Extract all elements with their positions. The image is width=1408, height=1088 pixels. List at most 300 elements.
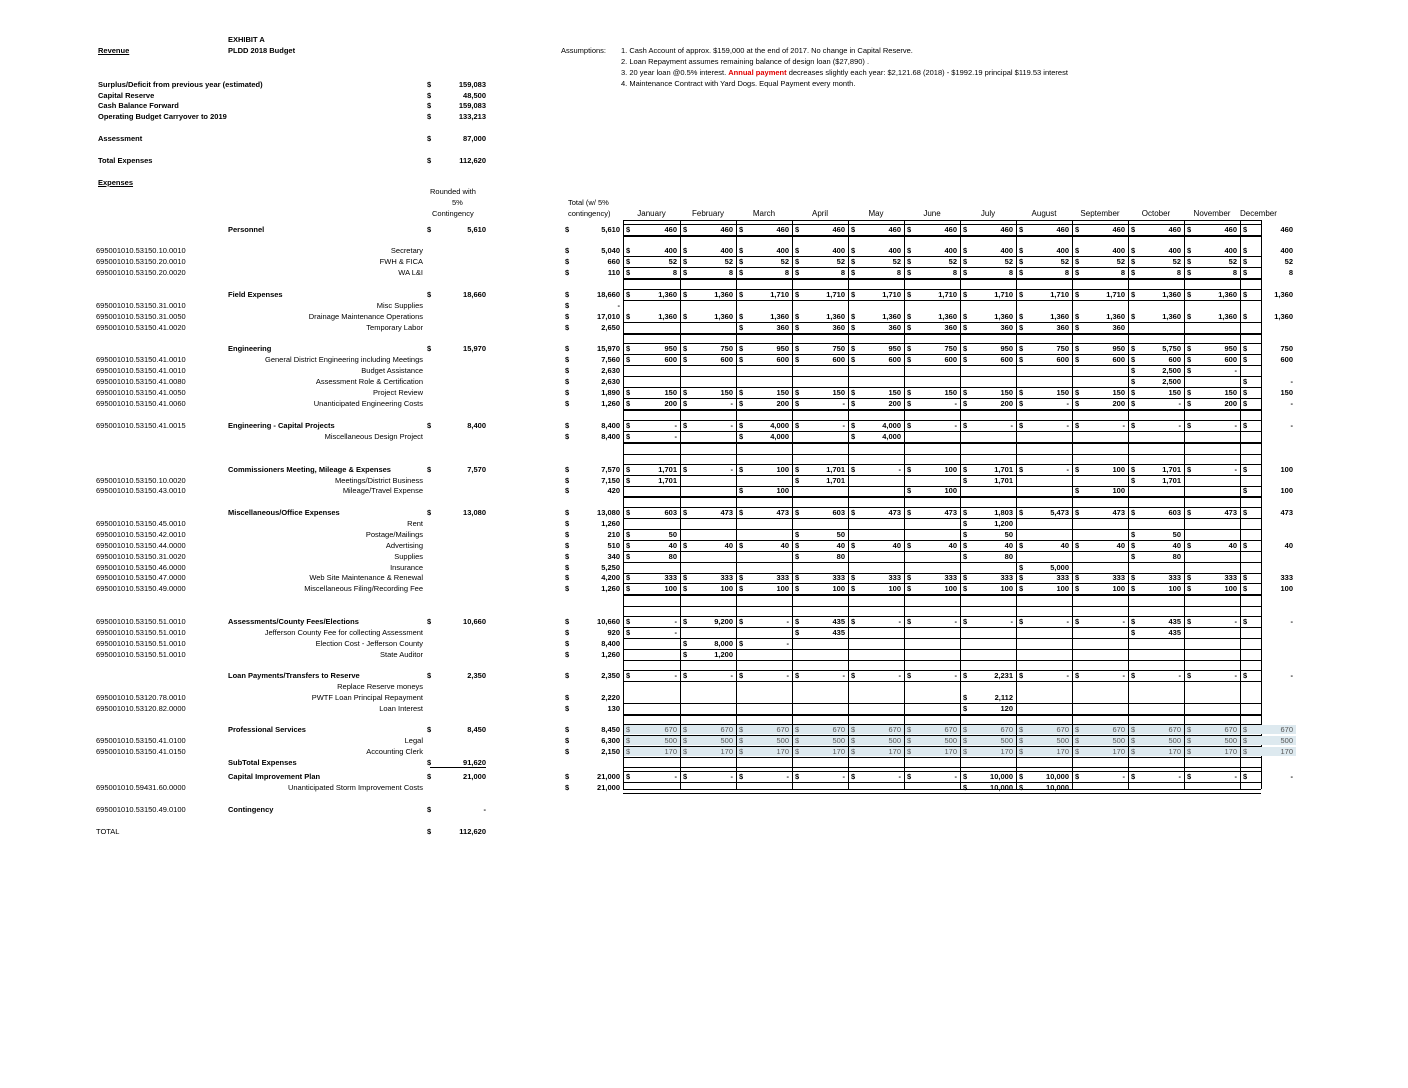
month-dollar: $	[626, 573, 631, 582]
month-value: 1,710	[882, 290, 901, 299]
month-value: 460	[1000, 225, 1013, 234]
month-cell	[1073, 508, 1128, 517]
month-dollar: $	[626, 290, 631, 299]
month-value: 950	[1112, 344, 1125, 353]
month-dollar: $	[1019, 355, 1024, 364]
grid-line	[623, 789, 1261, 790]
month-value: 1,360	[994, 312, 1013, 321]
account-code: 695001010.53150.42.0010	[96, 530, 186, 539]
section-dollar: $	[427, 421, 432, 430]
month-cell	[849, 268, 904, 277]
month-value: 400	[1280, 246, 1293, 255]
month-dollar: $	[795, 573, 800, 582]
month-value: -	[1010, 421, 1013, 430]
row-total: 340	[607, 552, 620, 561]
month-cell	[624, 552, 680, 561]
month-value: 9,200	[714, 617, 733, 626]
month-value: 750	[1280, 344, 1293, 353]
month-dollar: $	[1019, 584, 1024, 593]
month-value: 100	[1224, 584, 1237, 593]
month-header: December	[1240, 209, 1277, 218]
line-description: Replace Reserve moneys	[337, 682, 423, 691]
month-value: 100	[776, 584, 789, 593]
total-dollar: $	[565, 323, 570, 332]
month-value: 50	[1172, 530, 1181, 539]
month-dollar: $	[1019, 388, 1024, 397]
month-value: 100	[1280, 584, 1293, 593]
month-value: 460	[944, 225, 957, 234]
section-dollar: $	[427, 344, 432, 353]
month-cell	[1017, 344, 1072, 353]
total-dollar: $	[565, 388, 570, 397]
month-dollar: $	[739, 747, 744, 756]
month-cell	[905, 541, 960, 550]
month-value: 52	[724, 257, 733, 266]
month-value: 360	[1000, 323, 1013, 332]
month-value: 435	[832, 617, 845, 626]
grid-col-line	[1261, 220, 1262, 789]
revenue-dollar: $	[427, 80, 432, 89]
month-cell	[793, 617, 848, 626]
section-label: Miscellaneous/Office Expenses	[228, 508, 340, 517]
month-value: 100	[1112, 584, 1125, 593]
month-cell	[961, 693, 1016, 702]
month-dollar: $	[963, 736, 968, 745]
month-dollar: $	[907, 388, 912, 397]
assessment-label: Assessment	[98, 134, 143, 143]
account-code: 695001010.53150.51.0010	[96, 628, 186, 637]
month-dollar: $	[1075, 541, 1080, 550]
month-value: 1,710	[1050, 290, 1069, 299]
month-dollar: $	[963, 671, 968, 680]
month-value: -	[898, 465, 901, 474]
month-dollar: $	[907, 508, 912, 517]
month-cell	[624, 290, 680, 299]
month-value: 670	[1168, 725, 1181, 734]
month-cell	[1241, 772, 1296, 781]
month-value: 750	[832, 344, 845, 353]
month-cell	[905, 508, 960, 517]
month-value: 170	[776, 747, 789, 756]
month-value: 1,360	[1218, 290, 1237, 299]
section-label: Field Expenses	[228, 290, 283, 299]
month-dollar: $	[1187, 671, 1192, 680]
month-dollar: $	[1187, 747, 1192, 756]
month-dollar: $	[795, 584, 800, 593]
month-cell	[737, 399, 792, 408]
month-cell	[681, 772, 736, 781]
month-cell	[1241, 388, 1296, 397]
month-value: 500	[944, 736, 957, 745]
month-dollar: $	[907, 617, 912, 626]
section-amount: 8,400	[467, 421, 486, 430]
month-cell	[681, 639, 736, 648]
section-dollar: $	[427, 225, 432, 234]
revenue-dollar: $	[427, 101, 432, 110]
month-value: 670	[888, 725, 901, 734]
month-cell	[1129, 671, 1184, 680]
month-value: 360	[944, 323, 957, 332]
month-cell	[624, 617, 680, 626]
month-value: 1,701	[658, 476, 677, 485]
month-cell	[793, 246, 848, 255]
month-value: 100	[944, 465, 957, 474]
month-value: -	[1066, 421, 1069, 430]
month-cell	[624, 421, 680, 430]
month-dollar: $	[795, 530, 800, 539]
month-value: 170	[720, 747, 733, 756]
month-cell	[681, 268, 736, 277]
month-value: 435	[1168, 628, 1181, 637]
grid-line	[623, 767, 1261, 768]
month-value: 52	[1228, 257, 1237, 266]
month-cell	[1129, 530, 1184, 539]
month-value: 170	[1112, 747, 1125, 756]
month-value: 1,701	[658, 465, 677, 474]
month-dollar: $	[907, 355, 912, 364]
month-dollar: $	[1243, 246, 1248, 255]
month-cell	[793, 725, 848, 734]
month-value: 460	[776, 225, 789, 234]
line-description: Insurance	[390, 563, 423, 572]
section-label: Capital Improvement Plan	[228, 772, 321, 781]
month-value: 460	[832, 225, 845, 234]
month-dollar: $	[626, 508, 631, 517]
month-value: 1,360	[1106, 312, 1125, 321]
month-value: 52	[1060, 257, 1069, 266]
month-cell	[1185, 355, 1240, 364]
month-cell	[1185, 399, 1240, 408]
month-value: 1,710	[826, 290, 845, 299]
month-dollar: $	[683, 736, 688, 745]
month-value: 950	[776, 344, 789, 353]
month-cell	[1241, 465, 1296, 474]
month-value: 40	[1060, 541, 1069, 550]
month-value: -	[786, 639, 789, 648]
month-value: 600	[776, 355, 789, 364]
month-cell	[681, 617, 736, 626]
line-description: Supplies	[394, 552, 423, 561]
month-cell	[1073, 355, 1128, 364]
month-value: 170	[1280, 747, 1293, 756]
month-cell	[905, 617, 960, 626]
month-cell	[961, 541, 1016, 550]
month-cell	[1185, 772, 1240, 781]
month-cell	[1185, 421, 1240, 430]
month-value: 150	[720, 388, 733, 397]
month-value: 8	[1288, 268, 1293, 277]
month-dollar: $	[626, 432, 631, 441]
month-value: 40	[892, 541, 901, 550]
month-dollar: $	[626, 268, 631, 277]
month-value: 600	[832, 355, 845, 364]
section-label: SubTotal Expenses	[228, 758, 297, 767]
month-value: 670	[944, 725, 957, 734]
month-dollar: $	[963, 772, 968, 781]
section-dollar: $	[427, 465, 432, 474]
month-dollar: $	[851, 421, 856, 430]
month-cell	[905, 725, 960, 734]
line-description: Rent	[407, 519, 423, 528]
month-cell	[849, 399, 904, 408]
month-value: 500	[888, 736, 901, 745]
month-dollar: $	[1131, 530, 1136, 539]
month-dollar: $	[963, 519, 968, 528]
month-dollar: $	[851, 257, 856, 266]
revenue-label: Operating Budget Carryover to 2019	[98, 112, 227, 121]
month-cell	[681, 584, 736, 593]
month-dollar: $	[739, 323, 744, 332]
month-cell	[624, 508, 680, 517]
month-cell	[624, 344, 680, 353]
total-dollar: $	[565, 268, 570, 277]
month-value: 1,200	[714, 650, 733, 659]
month-dollar: $	[739, 639, 744, 648]
line-description: Meetings/District Business	[335, 476, 423, 485]
month-cell	[1017, 246, 1072, 255]
month-cell	[624, 541, 680, 550]
month-cell	[793, 530, 848, 539]
account-code: 695001010.53150.41.0010	[96, 355, 186, 364]
month-dollar: $	[683, 388, 688, 397]
month-value: 473	[720, 508, 733, 517]
month-cell	[1241, 617, 1296, 626]
month-cell	[624, 246, 680, 255]
month-value: 500	[664, 736, 677, 745]
row-total: 2,650	[601, 323, 620, 332]
month-cell	[681, 399, 736, 408]
section-dollar: $	[427, 508, 432, 517]
section-amount: 13,080	[463, 508, 486, 517]
grid-line	[623, 431, 1261, 432]
line-description: Budget Assistance	[361, 366, 423, 375]
month-value: 670	[1224, 725, 1237, 734]
month-dollar: $	[1243, 268, 1248, 277]
month-dollar: $	[1075, 486, 1080, 495]
grid-line	[623, 443, 1261, 444]
month-cell	[1073, 399, 1128, 408]
month-dollar: $	[1019, 725, 1024, 734]
total-dollar: $	[565, 399, 570, 408]
month-cell	[624, 257, 680, 266]
month-dollar: $	[1131, 508, 1136, 517]
month-cell	[1129, 366, 1184, 375]
assumption-text: 2. Loan Repayment assumes remaining balance of design loan ($27,890) .	[621, 57, 870, 66]
month-value: -	[674, 772, 677, 781]
row-total: 15,970	[597, 344, 620, 353]
month-cell	[737, 246, 792, 255]
month-dollar: $	[963, 323, 968, 332]
month-dollar: $	[851, 725, 856, 734]
month-cell	[1185, 541, 1240, 550]
month-cell	[1129, 628, 1184, 637]
row-total: 8,400	[601, 421, 620, 430]
month-value: -	[1178, 421, 1181, 430]
grid-line	[623, 518, 1261, 519]
row-total: 8,400	[601, 639, 620, 648]
month-dollar: $	[739, 421, 744, 430]
month-dollar: $	[907, 225, 912, 234]
month-value: -	[730, 772, 733, 781]
month-dollar: $	[1243, 584, 1248, 593]
month-value: -	[1290, 421, 1293, 430]
month-cell	[905, 268, 960, 277]
month-cell	[681, 225, 736, 234]
month-value: 40	[724, 541, 733, 550]
total-dollar: $	[565, 736, 570, 745]
month-dollar: $	[851, 736, 856, 745]
row-total: 2,630	[601, 366, 620, 375]
month-dollar: $	[626, 541, 631, 550]
month-cell	[1129, 617, 1184, 626]
month-value: 460	[1224, 225, 1237, 234]
total-dollar: $	[565, 225, 570, 234]
month-dollar: $	[795, 508, 800, 517]
month-cell	[905, 736, 960, 745]
month-cell	[849, 225, 904, 234]
month-dollar: $	[1187, 772, 1192, 781]
month-value: 40	[780, 541, 789, 550]
month-dollar: $	[1131, 617, 1136, 626]
row-total: 5,610	[601, 225, 620, 234]
month-value: 170	[944, 747, 957, 756]
month-dollar: $	[683, 584, 688, 593]
month-cell	[793, 541, 848, 550]
row-total: 21,000	[597, 772, 620, 781]
month-dollar: $	[1019, 257, 1024, 266]
month-dollar: $	[1131, 290, 1136, 299]
month-cell	[961, 725, 1016, 734]
month-dollar: $	[1243, 725, 1248, 734]
month-value: 333	[1280, 573, 1293, 582]
month-value: 600	[1280, 355, 1293, 364]
month-value: 750	[944, 344, 957, 353]
month-value: 473	[1112, 508, 1125, 517]
month-dollar: $	[1187, 312, 1192, 321]
month-dollar: $	[739, 508, 744, 517]
month-value: 360	[1112, 323, 1125, 332]
month-dollar: $	[795, 772, 800, 781]
assessment-dollar: $	[427, 134, 432, 143]
month-cell	[1017, 257, 1072, 266]
month-dollar: $	[1075, 312, 1080, 321]
month-dollar: $	[907, 772, 912, 781]
month-value: 435	[1168, 617, 1181, 626]
total-dollar: $	[565, 725, 570, 734]
month-value: 1,710	[994, 290, 1013, 299]
row-total: 1,260	[601, 584, 620, 593]
month-cell	[849, 388, 904, 397]
month-value: 100	[1280, 465, 1293, 474]
month-cell	[737, 508, 792, 517]
month-dollar: $	[1019, 772, 1024, 781]
month-cell	[1129, 344, 1184, 353]
month-cell	[1129, 725, 1184, 734]
month-cell	[681, 541, 736, 550]
month-value: 8	[1008, 268, 1013, 277]
section-label: Engineering	[228, 344, 272, 353]
month-value: 40	[836, 541, 845, 550]
month-dollar: $	[851, 508, 856, 517]
month-value: -	[1122, 772, 1125, 781]
month-dollar: $	[1243, 257, 1248, 266]
month-cell	[737, 355, 792, 364]
month-cell	[1185, 465, 1240, 474]
revenue-dollar: $	[427, 91, 432, 100]
month-cell	[961, 465, 1016, 474]
row-total: 8,400	[601, 432, 620, 441]
month-dollar: $	[1187, 465, 1192, 474]
month-cell	[793, 508, 848, 517]
month-cell	[624, 355, 680, 364]
month-dollar: $	[626, 344, 631, 353]
month-dollar: $	[795, 736, 800, 745]
month-cell	[1017, 563, 1072, 572]
month-value: 170	[1168, 747, 1181, 756]
month-dollar: $	[963, 541, 968, 550]
month-header: August	[1031, 209, 1057, 218]
section-dollar: $	[427, 617, 432, 626]
month-value: -	[1290, 617, 1293, 626]
total-dollar: $	[565, 747, 570, 756]
row-total: 1,890	[601, 388, 620, 397]
grid-line	[623, 782, 1261, 783]
month-value: 40	[1172, 541, 1181, 550]
month-value: 8	[952, 268, 957, 277]
month-cell	[961, 704, 1016, 713]
month-dollar: $	[1019, 312, 1024, 321]
month-cell	[793, 268, 848, 277]
month-cell	[793, 584, 848, 593]
month-cell	[1129, 552, 1184, 561]
month-dollar: $	[1131, 388, 1136, 397]
month-dollar: $	[739, 388, 744, 397]
month-cell	[1129, 573, 1184, 582]
month-dollar: $	[626, 355, 631, 364]
section-dollar: $	[427, 758, 432, 767]
month-cell	[849, 246, 904, 255]
month-dollar: $	[1075, 268, 1080, 277]
month-cell	[1073, 323, 1128, 332]
account-code: 695001010.53150.10.0010	[96, 246, 186, 255]
section-amount: 7,570	[467, 465, 486, 474]
month-value: 473	[776, 508, 789, 517]
month-cell	[961, 323, 1016, 332]
month-dollar: $	[907, 486, 912, 495]
month-cell	[1073, 344, 1128, 353]
row-total: 6,300	[601, 736, 620, 745]
month-header: September	[1080, 209, 1120, 218]
month-dollar: $	[795, 747, 800, 756]
month-value: 52	[1284, 257, 1293, 266]
month-value: 100	[1280, 486, 1293, 495]
month-value: 400	[1224, 246, 1237, 255]
month-value: -	[898, 772, 901, 781]
month-dollar: $	[963, 552, 968, 561]
grid-line	[623, 595, 1261, 596]
month-cell	[737, 225, 792, 234]
month-value: 50	[1004, 530, 1013, 539]
line-description: Web Site Maintenance & Renewal	[309, 573, 423, 582]
month-dollar: $	[1243, 671, 1248, 680]
month-value: 500	[832, 736, 845, 745]
month-cell	[1017, 388, 1072, 397]
month-value: 80	[1172, 552, 1181, 561]
month-cell	[681, 736, 736, 745]
revenue-amount: 133,213	[458, 112, 486, 121]
month-value: 170	[1224, 747, 1237, 756]
month-dollar: $	[1131, 344, 1136, 353]
